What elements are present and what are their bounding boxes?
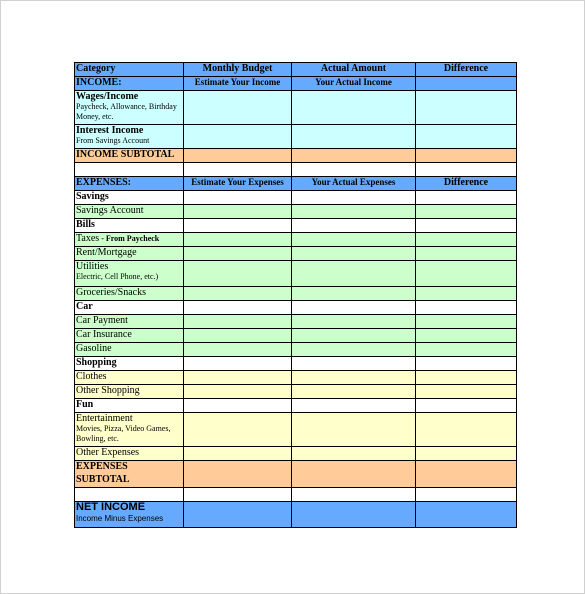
rent-difference-cell[interactable] — [416, 247, 517, 261]
other-shopping-difference-cell[interactable] — [416, 385, 517, 399]
utilities-title: Utilities — [76, 261, 109, 272]
spacer-row — [75, 163, 517, 177]
spacer-cell — [292, 163, 416, 177]
car-header: Car — [75, 301, 184, 315]
spacer-cell — [416, 163, 517, 177]
spacer-cell — [75, 163, 184, 177]
car-header-cell — [292, 301, 416, 315]
wages-difference-cell[interactable] — [416, 91, 517, 125]
savings-account-row — [75, 205, 517, 219]
taxes-label-cell — [75, 233, 184, 247]
difference-header: Difference — [416, 63, 517, 77]
expenses-subtotal-line2: SUBTOTAL — [76, 474, 130, 485]
header-row — [75, 63, 517, 77]
clothes-actual-cell[interactable] — [292, 371, 416, 385]
other-expenses-budget-cell[interactable] — [184, 447, 292, 461]
category-header: Category — [75, 63, 184, 77]
savings-account-actual-cell[interactable] — [292, 205, 416, 219]
car-payment-label: Car Payment — [75, 315, 184, 329]
expenses-difference-header: Difference — [416, 177, 517, 191]
shopping-header-cell — [184, 357, 292, 371]
bills-header-cell — [416, 219, 517, 233]
rent-budget-cell[interactable] — [184, 247, 292, 261]
expenses-label: EXPENSES: — [75, 177, 184, 191]
income-subtotal-label: INCOME SUBTOTAL — [75, 149, 184, 163]
fun-header: Fun — [75, 399, 184, 413]
expenses-subtotal-difference-cell[interactable] — [416, 461, 517, 488]
entertainment-title: Entertainment — [76, 413, 133, 424]
other-shopping-label: Other Shopping — [75, 385, 184, 399]
clothes-label: Clothes — [75, 371, 184, 385]
taxes-row — [75, 233, 517, 247]
net-income-budget-cell[interactable] — [184, 502, 292, 528]
bills-header-row — [75, 219, 517, 233]
gasoline-label: Gasoline — [75, 343, 184, 357]
fun-header-cell — [292, 399, 416, 413]
entertainment-label-cell — [75, 413, 184, 447]
bills-header: Bills — [75, 219, 184, 233]
car-payment-difference-cell[interactable] — [416, 315, 517, 329]
groceries-label: Groceries/Snacks — [75, 287, 184, 301]
monthly-budget-header: Monthly Budget — [184, 63, 292, 77]
income-header-row — [75, 77, 517, 91]
entertainment-row — [75, 413, 517, 447]
income-actual-header: Your Actual Income — [292, 77, 416, 91]
gasoline-budget-cell[interactable] — [184, 343, 292, 357]
groceries-row — [75, 287, 517, 301]
car-header-row — [75, 301, 517, 315]
income-subtotal-difference-cell[interactable] — [416, 149, 517, 163]
entertainment-budget-cell[interactable] — [184, 413, 292, 447]
interest-row — [75, 125, 517, 149]
taxes-detail: - From Paycheck — [99, 234, 160, 243]
utilities-budget-cell[interactable] — [184, 261, 292, 287]
car-insurance-actual-cell[interactable] — [292, 329, 416, 343]
taxes-actual-cell[interactable] — [292, 233, 416, 247]
utilities-label-cell — [75, 261, 184, 287]
car-payment-row — [75, 315, 517, 329]
car-insurance-row — [75, 329, 517, 343]
clothes-budget-cell[interactable] — [184, 371, 292, 385]
taxes-label: Taxes — [76, 233, 100, 244]
shopping-header-cell — [416, 357, 517, 371]
interest-label-cell — [75, 125, 184, 149]
expenses-subtotal-row — [75, 461, 517, 488]
other-expenses-row — [75, 447, 517, 461]
utilities-row — [75, 261, 517, 287]
entertainment-difference-cell[interactable] — [416, 413, 517, 447]
interest-difference-cell[interactable] — [416, 125, 517, 149]
groceries-actual-cell[interactable] — [292, 287, 416, 301]
car-insurance-label: Car Insurance — [75, 329, 184, 343]
spacer-cell — [184, 163, 292, 177]
income-difference-cell — [416, 77, 517, 91]
shopping-header: Shopping — [75, 357, 184, 371]
car-insurance-budget-cell[interactable] — [184, 329, 292, 343]
expenses-actual-header: Your Actual Expenses — [292, 177, 416, 191]
spacer-cell — [184, 488, 292, 502]
savings-account-difference-cell[interactable] — [416, 205, 517, 219]
interest-budget-cell[interactable] — [184, 125, 292, 149]
savings-header-cell — [184, 191, 292, 205]
groceries-difference-cell[interactable] — [416, 287, 517, 301]
wages-detail: Paycheck, Allowance, Birthday Money, etc. — [76, 102, 177, 121]
other-shopping-budget-cell[interactable] — [184, 385, 292, 399]
clothes-difference-cell[interactable] — [416, 371, 517, 385]
car-payment-actual-cell[interactable] — [292, 315, 416, 329]
wages-actual-cell[interactable] — [292, 91, 416, 125]
net-income-detail: Income Minus Expenses — [76, 514, 164, 523]
savings-header-cell — [416, 191, 517, 205]
net-income-row — [75, 502, 517, 528]
interest-detail: From Savings Account — [76, 136, 150, 145]
gasoline-row — [75, 343, 517, 357]
budget-table — [74, 62, 517, 528]
savings-header: Savings — [75, 191, 184, 205]
rent-row — [75, 247, 517, 261]
fun-header-cell — [416, 399, 517, 413]
spacer-cell — [75, 488, 184, 502]
income-estimate-header: Estimate Your Income — [184, 77, 292, 91]
taxes-difference-cell[interactable] — [416, 233, 517, 247]
net-income-actual-cell[interactable] — [292, 502, 416, 528]
other-shopping-row — [75, 385, 517, 399]
other-expenses-label: Other Expenses — [75, 447, 184, 461]
wages-label-cell — [75, 91, 184, 125]
other-expenses-difference-cell[interactable] — [416, 447, 517, 461]
interest-actual-cell[interactable] — [292, 125, 416, 149]
entertainment-actual-cell[interactable] — [292, 413, 416, 447]
expenses-subtotal-actual-cell[interactable] — [292, 461, 416, 488]
expenses-subtotal-budget-cell[interactable] — [184, 461, 292, 488]
utilities-difference-cell[interactable] — [416, 261, 517, 287]
car-header-cell — [416, 301, 517, 315]
shopping-header-cell — [292, 357, 416, 371]
savings-account-budget-cell[interactable] — [184, 205, 292, 219]
gasoline-difference-cell[interactable] — [416, 343, 517, 357]
clothes-row — [75, 371, 517, 385]
utilities-actual-cell[interactable] — [292, 261, 416, 287]
bills-header-cell — [184, 219, 292, 233]
wages-row — [75, 91, 517, 125]
spacer-cell — [292, 488, 416, 502]
fun-header-row — [75, 399, 517, 413]
net-income-difference-cell[interactable] — [416, 502, 517, 528]
interest-title: Interest Income — [76, 125, 144, 136]
spacer-cell — [416, 488, 517, 502]
wages-budget-cell[interactable] — [184, 91, 292, 125]
spacer-row — [75, 488, 517, 502]
expenses-header-row — [75, 177, 517, 191]
bills-header-cell — [292, 219, 416, 233]
utilities-detail: Electric, Cell Phone, etc.) — [76, 272, 159, 281]
car-payment-budget-cell[interactable] — [184, 315, 292, 329]
car-insurance-difference-cell[interactable] — [416, 329, 517, 343]
other-shopping-actual-cell[interactable] — [292, 385, 416, 399]
rent-actual-cell[interactable] — [292, 247, 416, 261]
net-income-label-cell — [75, 502, 184, 528]
savings-account-label: Savings Account — [75, 205, 184, 219]
savings-header-cell — [292, 191, 416, 205]
actual-amount-header: Actual Amount — [292, 63, 416, 77]
expenses-subtotal-line1: EXPENSES — [76, 461, 128, 472]
gasoline-actual-cell[interactable] — [292, 343, 416, 357]
groceries-budget-cell[interactable] — [184, 287, 292, 301]
income-label: INCOME: — [75, 77, 184, 91]
car-header-cell — [184, 301, 292, 315]
net-income-title: NET INCOME — [76, 501, 146, 513]
expenses-estimate-header: Estimate Your Expenses — [184, 177, 292, 191]
income-subtotal-row — [75, 149, 517, 163]
fun-header-cell — [184, 399, 292, 413]
rent-label: Rent/Mortgage — [75, 247, 184, 261]
income-subtotal-budget-cell[interactable] — [184, 149, 292, 163]
expenses-subtotal-label-cell — [75, 461, 184, 488]
income-subtotal-actual-cell[interactable] — [292, 149, 416, 163]
savings-header-row — [75, 191, 517, 205]
wages-title: Wages/Income — [76, 91, 139, 102]
taxes-budget-cell[interactable] — [184, 233, 292, 247]
entertainment-detail: Movies, Pizza, Video Games, Bowling, etc. — [76, 424, 171, 443]
shopping-header-row — [75, 357, 517, 371]
other-expenses-actual-cell[interactable] — [292, 447, 416, 461]
